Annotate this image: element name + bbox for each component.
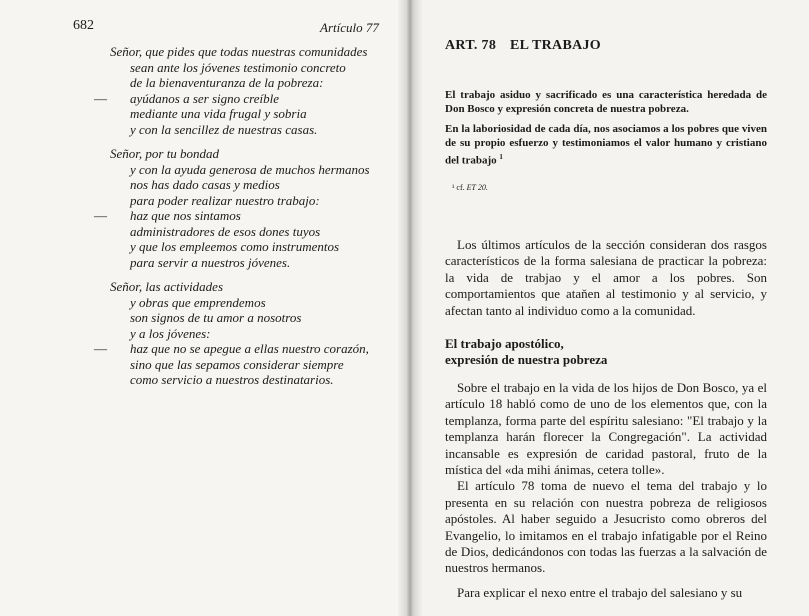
- intro-paragraph: Los últimos artículos de la sección consideran dos rasgos característicos de la forma salesiana de practicar la pobreza: la vida de trabjao y el amor a los pobres. Son comportamientos que ataňen al testimonio y al servicio, y afectan tanto al individuo como a la comunidad.: [445, 237, 767, 318]
- prayer-line: para poder realizar nuestro trabajo:: [130, 192, 320, 208]
- prayer-line: — ayúdanos a ser signo creíble: [94, 90, 279, 106]
- footnote: ¹ cf. ET 20.: [452, 183, 488, 192]
- intro-text: [445, 237, 767, 319]
- dash-marker: —: [94, 208, 107, 223]
- prayer-line: y que los empleemos como instrumentos: [130, 239, 340, 254]
- prayer-line: Señor, por tu bondad: [110, 146, 220, 161]
- section-heading: El trabajo apostólico, expresión de nuestra pobreza: [445, 336, 608, 367]
- page-number: 682: [73, 18, 94, 33]
- prayer-line: — haz que no se apegue a ellas nuestro corazón,: [94, 341, 369, 356]
- prayer-line: sino que las sepamos considerar siempre: [130, 356, 344, 372]
- constitution-text: [445, 88, 767, 174]
- prayer-line: son signos de tu amor a nosotros: [130, 310, 302, 325]
- article-name: EL TRABAJO: [509, 38, 601, 53]
- footnote-marker: 1: [499, 153, 503, 161]
- article-title: [445, 38, 601, 54]
- prayer-verses: [94, 44, 400, 388]
- dash-marker: —: [94, 341, 107, 356]
- prayer-line: de la bienaventuranza de la pobreza:: [130, 75, 324, 90]
- prayer-line: nos has dado casas y medios: [130, 177, 280, 192]
- prayer-line: — haz que nos sintamos: [94, 208, 241, 223]
- body-paragraph: Sobre el trabajo en la vida de los hijos de Don Bosco, ya el artículo 18 habló como de uno de los elementos que, con la templanza, forma parte del espíritu salesiano: "El trabajo y la templanza harán florecer la Congregación". La actividad incansable es expresión de caridad pastoral, fruto de la mística del «da mihi ánimas, cetera tolle».: [445, 380, 767, 478]
- prayer-line: Señor, las actividades: [110, 279, 224, 294]
- prayer-line: administradores de esos dones tuyos: [130, 223, 321, 239]
- constitution-paragraph: En la laboriosidad de cada día, nos asociamos a los pobres que viven de su propio esfuerzo y testimoniamos el valor humano y cristiano del trabajo $^1$: [445, 123, 767, 167]
- body-paragraph: El artículo 78 toma de nuevo el tema del trabajo y lo presenta en su relación con nuestra pobreza de religiosos apóstoles. Al haber seguido a Jesucristo como obreros del Evangelio, lo imitamos en el trabajo infatigable por el Reino de Dios, dedicándonos con todas las fuerzas a la salvación de nuestros hermanos.: [445, 478, 767, 576]
- running-head: Artículo 77: [320, 20, 379, 35]
- body-paragraph: Para explicar el nexo entre el trabajo del salesiano y su: [457, 584, 743, 600]
- article-number: ART. 78: [445, 38, 497, 53]
- prayer-line: Señor, que pides que todas nuestras comunidades: [110, 44, 368, 59]
- body-text: [445, 380, 767, 601]
- prayer-line: y con la sencillez de nuestras casas.: [130, 121, 318, 137]
- prayer-line: y a los jóvenes:: [130, 325, 211, 341]
- prayer-line: y obras que emprendemos: [130, 294, 266, 310]
- prayer-line: sean ante los jóvenes testimonio concreto: [130, 59, 346, 75]
- book-gutter: [398, 0, 422, 616]
- dash-marker: —: [94, 90, 107, 106]
- prayer-line: como servicio a nuestros destinatarios.: [130, 372, 334, 387]
- prayer-line: y con la ayuda generosa de muchos hermanos: [130, 161, 370, 177]
- prayer-line: para servir a nuestros jóvenes.: [130, 254, 291, 270]
- constitution-paragraph: El trabajo asiduo y sacrificado es una característica heredada de Don Bosco y expresión concreta de nuestra pobreza.: [445, 89, 767, 115]
- prayer-line: mediante una vida frugal y sobria: [130, 106, 307, 121]
